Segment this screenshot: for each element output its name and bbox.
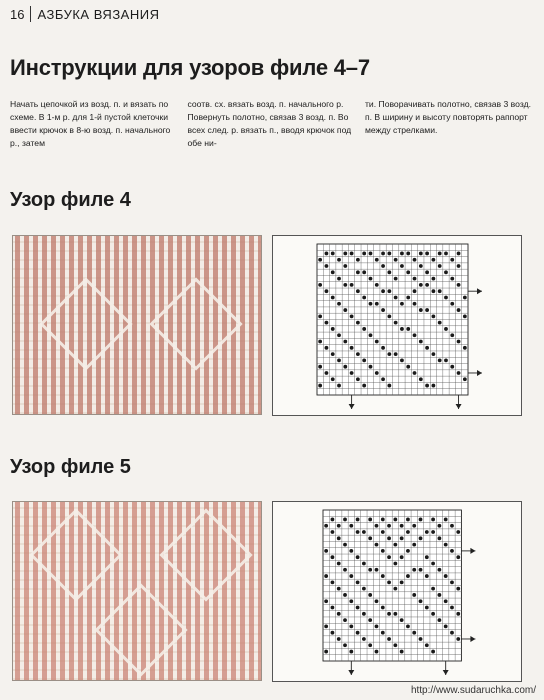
filled-block xyxy=(356,530,360,534)
filled-block xyxy=(369,277,373,281)
filled-block xyxy=(419,637,423,641)
photo-motif xyxy=(149,277,242,370)
filled-block xyxy=(400,359,404,363)
repeat-arrow-head xyxy=(477,288,482,294)
filled-block xyxy=(337,359,341,363)
filled-block xyxy=(400,264,404,268)
filled-block xyxy=(400,580,404,584)
filled-block xyxy=(387,384,391,388)
header-divider xyxy=(30,6,31,22)
filled-block xyxy=(349,650,353,654)
pattern-5-chart xyxy=(272,501,522,682)
filled-block xyxy=(444,359,448,363)
filled-block xyxy=(324,625,328,629)
filled-block xyxy=(343,365,347,369)
filled-block xyxy=(337,637,341,641)
filled-block xyxy=(450,606,454,610)
filled-block xyxy=(393,518,397,522)
filled-block xyxy=(343,264,347,268)
filled-block xyxy=(381,631,385,635)
filled-block xyxy=(331,352,335,356)
filled-block xyxy=(413,258,417,262)
instructions-column-1: Начать цепочкой из возд. п. и вязать по схеме. В 1-м р. для 1-й пустой клеточки ввести крючок в 8-ю возд. п. начального р., затем xyxy=(10,99,171,148)
filled-block xyxy=(425,606,429,610)
filled-block xyxy=(419,252,423,256)
filled-block xyxy=(356,289,360,293)
filled-block xyxy=(369,333,373,337)
filled-block xyxy=(444,270,448,274)
filled-block xyxy=(343,618,347,622)
filled-block xyxy=(324,650,328,654)
filled-block xyxy=(343,643,347,647)
filled-block xyxy=(425,555,429,559)
filled-block xyxy=(325,321,329,325)
filled-block xyxy=(419,340,423,344)
filled-block xyxy=(425,270,429,274)
filled-block xyxy=(362,327,366,331)
filled-block xyxy=(457,340,461,344)
filled-block xyxy=(369,252,373,256)
filled-block xyxy=(362,530,366,534)
filled-block xyxy=(413,277,417,281)
filled-block xyxy=(331,252,335,256)
filled-block xyxy=(400,618,404,622)
filled-block xyxy=(444,543,448,547)
filled-block xyxy=(381,264,385,268)
filled-block xyxy=(444,252,448,256)
filled-block xyxy=(369,365,373,369)
filled-block xyxy=(393,543,397,547)
filled-block xyxy=(419,264,423,268)
filled-block xyxy=(375,524,379,528)
filled-block xyxy=(406,365,410,369)
instructions-column-2: соотв. сх. вязать возд. п. начального р. Повернуть полотно, связав 3 возд. п. Во всех след. р. вязать п., вводя крючок под обе ни- xyxy=(187,99,352,148)
filled-block xyxy=(331,377,335,381)
filled-block xyxy=(438,289,442,293)
repeat-arrow-head xyxy=(349,404,355,409)
filled-block xyxy=(349,574,353,578)
filled-block xyxy=(431,587,435,591)
filled-block xyxy=(387,524,391,528)
filled-block xyxy=(387,289,391,293)
filled-block xyxy=(419,518,423,522)
photo-motif xyxy=(159,508,252,601)
filled-block xyxy=(406,574,410,578)
filled-block xyxy=(450,365,454,369)
pattern-5-photo xyxy=(12,501,262,681)
filled-block xyxy=(381,606,385,610)
filled-block xyxy=(356,321,360,325)
pattern-4-chart-grid xyxy=(273,236,523,417)
filled-block xyxy=(350,371,354,375)
filled-block xyxy=(387,612,391,616)
filled-block xyxy=(381,549,385,553)
filled-block xyxy=(387,352,391,356)
filled-block xyxy=(387,314,391,318)
filled-block xyxy=(444,599,448,603)
filled-block xyxy=(431,650,435,654)
repeat-arrow-head xyxy=(348,670,354,675)
photo-motif xyxy=(94,583,187,676)
filled-block xyxy=(375,599,379,603)
filled-block xyxy=(368,618,372,622)
filled-block xyxy=(393,643,397,647)
pattern-4-chart xyxy=(272,235,522,416)
filled-block xyxy=(413,371,417,375)
filled-block xyxy=(381,289,385,293)
filled-block xyxy=(381,252,385,256)
filled-block xyxy=(337,536,341,540)
page-number: 16 xyxy=(10,6,25,22)
filled-block xyxy=(425,384,429,388)
filled-block xyxy=(450,524,454,528)
filled-block xyxy=(438,593,442,597)
repeat-arrow-head xyxy=(443,670,449,675)
filled-block xyxy=(368,536,372,540)
filled-block xyxy=(394,258,398,262)
filled-block xyxy=(456,637,460,641)
filled-block xyxy=(375,371,379,375)
filled-block xyxy=(412,593,416,597)
filled-block xyxy=(463,377,467,381)
filled-block xyxy=(337,612,341,616)
filled-block xyxy=(412,568,416,572)
filled-block xyxy=(431,518,435,522)
filled-block xyxy=(419,568,423,572)
filled-block xyxy=(394,321,398,325)
filled-block xyxy=(375,568,379,572)
repeat-arrow-head xyxy=(470,636,475,642)
filled-block xyxy=(406,518,410,522)
filled-block xyxy=(368,568,372,572)
filled-block xyxy=(331,296,335,300)
filled-block xyxy=(337,524,341,528)
filled-block xyxy=(444,625,448,629)
filled-block xyxy=(331,518,335,522)
filled-block xyxy=(463,346,467,350)
filled-block xyxy=(450,302,454,306)
filled-block xyxy=(432,314,436,318)
filled-block xyxy=(387,637,391,641)
filled-block xyxy=(362,252,366,256)
filled-block xyxy=(413,333,417,337)
filled-block xyxy=(394,352,398,356)
filled-block xyxy=(350,314,354,318)
repeat-arrow-head xyxy=(456,404,462,409)
filled-block xyxy=(438,252,442,256)
filled-block xyxy=(406,270,410,274)
filled-block xyxy=(349,524,353,528)
repeat-arrow-head xyxy=(477,370,482,376)
photo-motif xyxy=(39,277,132,370)
filled-block xyxy=(318,314,322,318)
filled-block xyxy=(362,612,366,616)
filled-block xyxy=(444,518,448,522)
filled-block xyxy=(324,574,328,578)
filled-block xyxy=(413,289,417,293)
filled-block xyxy=(412,543,416,547)
filled-block xyxy=(425,252,429,256)
filled-block xyxy=(406,327,410,331)
filled-block xyxy=(375,258,379,262)
filled-block xyxy=(343,308,347,312)
filled-block xyxy=(337,562,341,566)
filled-block xyxy=(375,283,379,287)
filled-block xyxy=(362,637,366,641)
filled-block xyxy=(343,593,347,597)
instructions xyxy=(10,98,535,150)
filled-block xyxy=(375,543,379,547)
filled-block xyxy=(356,270,360,274)
filled-block xyxy=(431,562,435,566)
filled-block xyxy=(369,302,373,306)
filled-block xyxy=(349,599,353,603)
filled-block xyxy=(425,643,429,647)
filled-block xyxy=(393,612,397,616)
page-header xyxy=(10,6,159,22)
filled-block xyxy=(337,587,341,591)
filled-block xyxy=(349,625,353,629)
filled-block xyxy=(362,384,366,388)
filled-block xyxy=(457,264,461,268)
filled-block xyxy=(343,252,347,256)
filled-block xyxy=(381,308,385,312)
pattern-4-photo xyxy=(12,235,262,415)
filled-block xyxy=(431,612,435,616)
filled-block xyxy=(362,359,366,363)
filled-block xyxy=(450,333,454,337)
filled-block xyxy=(331,580,335,584)
filled-block xyxy=(419,599,423,603)
filled-block xyxy=(438,359,442,363)
filled-block xyxy=(438,524,442,528)
filled-block xyxy=(356,555,360,559)
filled-block xyxy=(456,530,460,534)
filled-block xyxy=(375,625,379,629)
filled-block xyxy=(331,530,335,534)
filled-block xyxy=(412,631,416,635)
filled-block xyxy=(400,650,404,654)
filled-block xyxy=(318,340,322,344)
filled-block xyxy=(318,384,322,388)
filled-block xyxy=(450,549,454,553)
filled-block xyxy=(432,384,436,388)
filled-block xyxy=(375,302,379,306)
filled-block xyxy=(343,283,347,287)
pattern-5-chart-grid xyxy=(273,502,523,683)
filled-block xyxy=(457,308,461,312)
filled-block xyxy=(444,574,448,578)
filled-block xyxy=(331,555,335,559)
filled-block xyxy=(431,530,435,534)
filled-block xyxy=(356,606,360,610)
filled-block xyxy=(362,587,366,591)
filled-block xyxy=(381,574,385,578)
filled-block xyxy=(444,327,448,331)
filled-block xyxy=(432,289,436,293)
filled-block xyxy=(324,549,328,553)
filled-block xyxy=(350,252,354,256)
filled-block xyxy=(456,587,460,591)
filled-block xyxy=(400,524,404,528)
filled-block xyxy=(324,524,328,528)
filled-block xyxy=(362,296,366,300)
filled-block xyxy=(457,371,461,375)
filled-block xyxy=(400,302,404,306)
filled-block xyxy=(394,296,398,300)
filled-block xyxy=(381,530,385,534)
filled-block xyxy=(413,302,417,306)
filled-block xyxy=(394,277,398,281)
filled-block xyxy=(356,518,360,522)
filled-block xyxy=(400,327,404,331)
filled-block xyxy=(368,593,372,597)
filled-block xyxy=(438,618,442,622)
filled-block xyxy=(456,555,460,559)
filled-block xyxy=(350,346,354,350)
page-title: Инструкции для узоров филе 4–7 xyxy=(10,55,370,80)
filled-block xyxy=(318,283,322,287)
pattern-4-heading: Узор филе 4 xyxy=(10,189,131,211)
footer-url: http://www.sudaruchka.com/ xyxy=(410,685,536,696)
filled-block xyxy=(425,530,429,534)
filled-block xyxy=(387,536,391,540)
filled-block xyxy=(425,283,429,287)
filled-block xyxy=(356,352,360,356)
filled-block xyxy=(450,580,454,584)
filled-block xyxy=(406,625,410,629)
filled-block xyxy=(406,252,410,256)
filled-block xyxy=(432,258,436,262)
filled-block xyxy=(331,631,335,635)
filled-block xyxy=(318,365,322,369)
repeat-arrow-head xyxy=(470,548,475,554)
filled-block xyxy=(356,580,360,584)
filled-block xyxy=(325,371,329,375)
filled-block xyxy=(325,346,329,350)
filled-block xyxy=(463,314,467,318)
filled-block xyxy=(331,606,335,610)
filled-block xyxy=(432,277,436,281)
filled-block xyxy=(400,555,404,559)
filled-block xyxy=(393,562,397,566)
filled-block xyxy=(381,518,385,522)
filled-block xyxy=(325,289,329,293)
filled-block xyxy=(438,568,442,572)
filled-block xyxy=(349,549,353,553)
filled-block xyxy=(438,321,442,325)
filled-block xyxy=(362,270,366,274)
filled-block xyxy=(419,308,423,312)
filled-block xyxy=(406,549,410,553)
filled-block xyxy=(368,643,372,647)
filled-block xyxy=(325,264,329,268)
filled-block xyxy=(412,524,416,528)
filled-block xyxy=(381,346,385,350)
filled-block xyxy=(450,258,454,262)
filled-block xyxy=(419,536,423,540)
filled-block xyxy=(444,296,448,300)
filled-block xyxy=(400,252,404,256)
filled-block xyxy=(419,377,423,381)
filled-block xyxy=(425,574,429,578)
filled-block xyxy=(450,277,454,281)
filled-block xyxy=(318,258,322,262)
filled-block xyxy=(432,352,436,356)
filled-block xyxy=(337,277,341,281)
filled-block xyxy=(456,612,460,616)
filled-block xyxy=(438,264,442,268)
filled-block xyxy=(325,252,329,256)
photo-motif xyxy=(29,508,122,601)
filled-block xyxy=(343,568,347,572)
instructions-column-3: ти. Поворачивать полотно, связав 3 возд. п. В ширину и высоту повторять раппорт между стрелками. xyxy=(365,99,531,135)
filled-block xyxy=(425,346,429,350)
filled-block xyxy=(463,296,467,300)
filled-block xyxy=(337,302,341,306)
filled-block xyxy=(450,631,454,635)
filled-block xyxy=(343,518,347,522)
filled-block xyxy=(387,252,391,256)
filled-block xyxy=(387,555,391,559)
filled-block xyxy=(400,536,404,540)
filled-block xyxy=(375,340,379,344)
filled-block xyxy=(406,530,410,534)
filled-block xyxy=(324,599,328,603)
filled-block xyxy=(457,252,461,256)
filled-block xyxy=(362,562,366,566)
filled-block xyxy=(350,283,354,287)
filled-block xyxy=(337,258,341,262)
filled-block xyxy=(356,377,360,381)
filled-block xyxy=(393,587,397,591)
section-title: АЗБУКА ВЯЗАНИЯ xyxy=(37,6,160,22)
filled-block xyxy=(406,296,410,300)
filled-block xyxy=(337,333,341,337)
filled-block xyxy=(356,258,360,262)
filled-block xyxy=(425,308,429,312)
filled-block xyxy=(368,518,372,522)
filled-block xyxy=(375,650,379,654)
filled-block xyxy=(419,283,423,287)
pattern-5-heading: Узор филе 5 xyxy=(10,456,131,478)
filled-block xyxy=(331,270,335,274)
filled-block xyxy=(356,631,360,635)
filled-block xyxy=(343,340,347,344)
filled-block xyxy=(387,270,391,274)
filled-block xyxy=(331,327,335,331)
filled-block xyxy=(438,536,442,540)
filled-block xyxy=(343,543,347,547)
filled-block xyxy=(337,384,341,388)
filled-block xyxy=(387,580,391,584)
filled-block xyxy=(457,283,461,287)
filled-block xyxy=(381,377,385,381)
